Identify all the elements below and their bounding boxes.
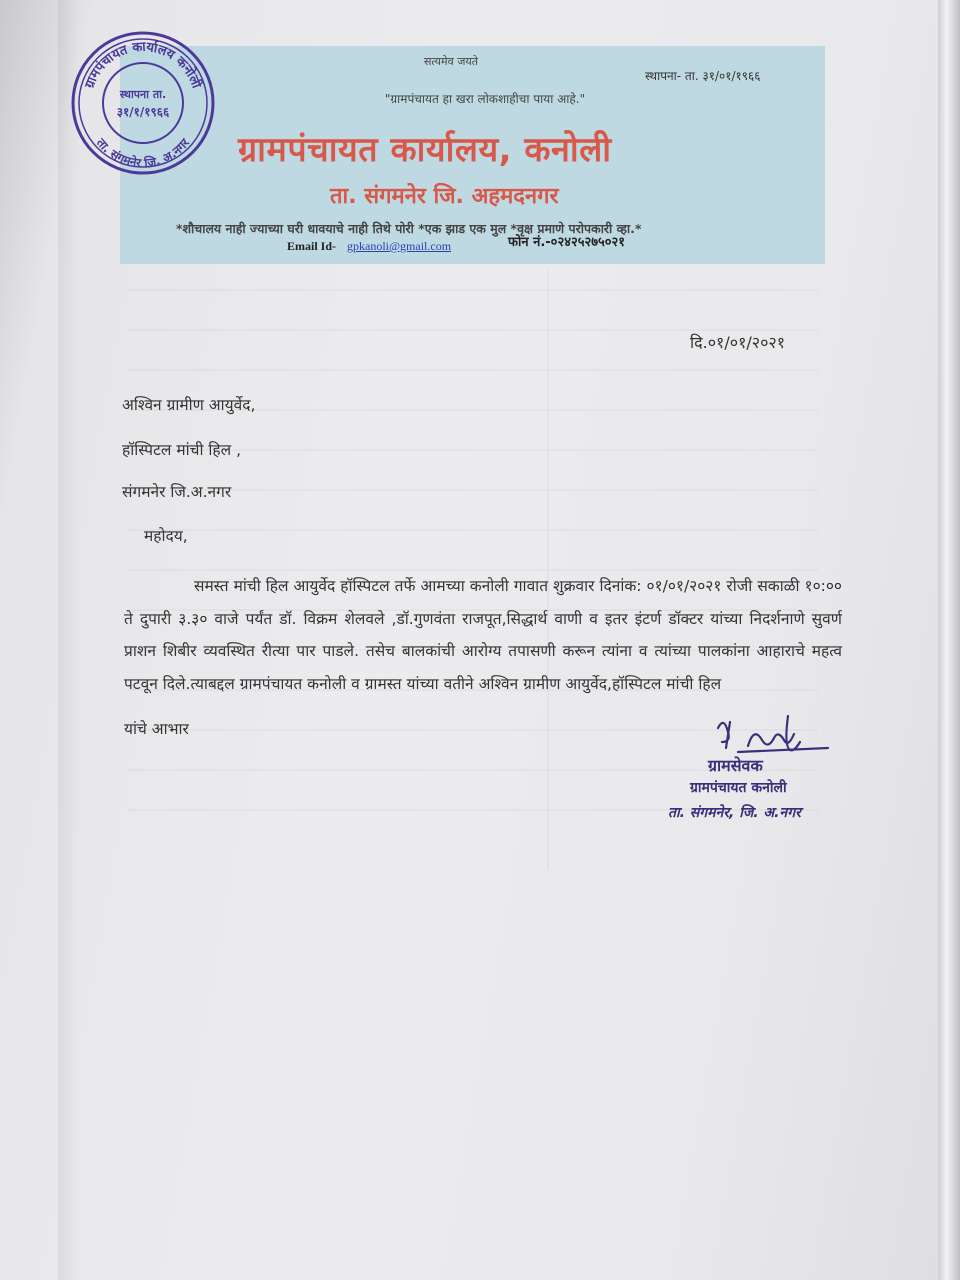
stamp-seal-icon — [70, 30, 216, 176]
established-date: स्थापना- ता. ३१/०१/१९६६ — [645, 69, 761, 83]
letterhead-tagline: "ग्रामपंचायत हा खरा लोकशाहीचा पाया आहे." — [384, 92, 586, 106]
svg-text:ग्रामपंचायत कार्यालय कनोली: ग्रामपंचायत कार्यालय कनोली — [82, 39, 204, 91]
phone-number: फोन नं.-०२४२५२७५०२१ — [508, 235, 626, 250]
letter-closing: यांचे आभार — [124, 720, 189, 738]
address-line-1: अश्विन ग्रामीण आयुर्वेद, — [122, 396, 256, 414]
svg-text:ता. संगमनेर जि. अ.नगर: ता. संगमनेर जि. अ.नगर — [93, 135, 193, 171]
salutation: महोदय, — [144, 527, 188, 545]
email-label: Email Id- — [287, 239, 337, 253]
letterhead-motto: सत्यमेव जयते — [424, 55, 479, 68]
signatory-title: ग्रामसेवक — [708, 756, 763, 775]
email-link[interactable]: gpkanoli@gmail.com — [347, 239, 452, 253]
letter-date: दि.०१/०१/२०२१ — [690, 333, 786, 352]
official-stamp — [70, 30, 216, 176]
page-fold-shadow — [58, 0, 80, 1280]
office-name: ग्रामपंचायत कार्यालय, कनोली — [238, 130, 612, 170]
letter-body-text: समस्त मांची हिल आयुर्वेद हॉस्पिटल तर्फे आमच्या कनोली गावात शुक्रवार दिनांक: ०१/०१/२०२१ रोजी सकाळी १०:०० ते दुपारी ३.३० वाजे पर्यंत डॉ. विक्रम शेलवले ,डॉ.गुणवंता राजपूत,सिद्धार्थ वाणी व इतर इंटर्ण डॉक्टर यांच्या निदर्शनाणे सुवर्ण प्राशन शिबीर व्यवस्थित रीत्या पार पाडले. तसेच बालकांची आरोग्य तपासणी करून त्यांना व त्यांच्या पालकांना आहाराचे महत्व पटवून दिले.त्याबद्दल ग्रामपंचायत कनोली व ग्रामस्त यांच्या वतीने अश्विन ग्रामीण आयुर्वेद,हॉस्पिटल मांची हिल — [124, 577, 842, 693]
svg-text:स्थापना ता.: स्थापना ता. — [119, 88, 167, 101]
address-line-3: संगमनेर जि.अ.नगर — [122, 483, 232, 501]
address-line-2: हॉस्पिटल मांची हिल , — [122, 441, 242, 459]
letterhead-slogan: *शौचालय नाही ज्याच्या घरी धावयाचे नाही तिथे पोरी *एक झाड एक मुल *वृक्ष प्रमाणे परोपकारी व्हा.* — [176, 221, 642, 236]
page-edge — [938, 0, 960, 1280]
svg-text:३१/१/१९६६: ३१/१/१९६६ — [116, 105, 170, 119]
taluka-district: ता. संगमनेर जि. अहमदनगर — [330, 184, 559, 209]
signatory-place: ता. संगमनेर, जि. अ.नगर — [668, 805, 801, 821]
letter-body — [124, 570, 842, 700]
signatory-office: ग्रामपंचायत कनोली — [690, 780, 787, 796]
